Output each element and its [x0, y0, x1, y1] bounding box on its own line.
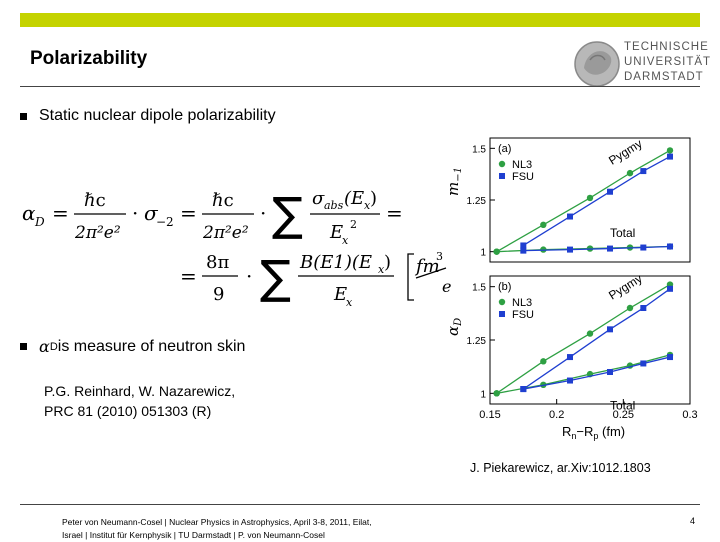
x-axis-label-part: (fm)	[598, 424, 626, 439]
slide-title: Polarizability	[30, 48, 148, 69]
svg-text:σ: σ	[312, 188, 325, 209]
legend-marker-FSU	[499, 173, 505, 179]
legend-marker-FSU	[499, 311, 505, 317]
svg-text:3: 3	[436, 250, 443, 263]
y-axis-label-sub: −1	[453, 167, 464, 182]
y-tick-label: 1.5	[472, 144, 486, 156]
point-FSU	[640, 168, 646, 174]
svg-text:=: =	[180, 201, 197, 225]
svg-text:2π²e²: 2π²e²	[203, 223, 249, 243]
y-axis-label: $\alpha_D$	[444, 317, 464, 336]
x-tick-label: 0.25	[612, 409, 635, 421]
bullet-text: is measure of neutron skin	[57, 337, 246, 355]
point-FSU	[520, 386, 526, 392]
x-axis-label-part: p	[593, 431, 599, 441]
svg-text:9: 9	[213, 284, 225, 305]
bullet-square-icon	[20, 343, 27, 350]
point-NL3	[540, 222, 546, 228]
series-line-pygmy-FSU	[523, 157, 670, 246]
y-axis-label-sub: D	[453, 317, 464, 326]
point-FSU	[667, 286, 673, 292]
y-tick-label: 1	[480, 247, 486, 259]
y-tick-label: 1.5	[472, 282, 486, 294]
x-tick-label: 0.2	[549, 409, 565, 421]
svg-text:x: x	[346, 296, 353, 308]
legend-marker-NL3	[499, 299, 505, 305]
alpha-subscript: D	[49, 340, 58, 353]
point-NL3	[627, 170, 633, 176]
point-FSU	[607, 326, 613, 332]
svg-text:=: =	[52, 201, 69, 225]
svg-text:σ: σ	[144, 201, 158, 225]
polarizability-formula	[22, 168, 452, 308]
point-NL3	[627, 305, 633, 311]
svg-text:x: x	[378, 263, 385, 276]
svg-text:·: ·	[260, 201, 267, 225]
accent-bar	[20, 13, 700, 27]
svg-text:): )	[370, 188, 378, 209]
panel-label: (b)	[498, 281, 512, 293]
point-FSU	[667, 154, 673, 160]
x-axis-label-part: −R	[576, 424, 594, 439]
y-tick-label: 1.25	[466, 196, 486, 207]
point-FSU	[567, 354, 573, 360]
formula-line-2	[180, 250, 451, 308]
annotation-total: Total	[610, 398, 636, 413]
svg-text:): )	[384, 252, 392, 273]
point-FSU	[567, 214, 573, 220]
point-FSU	[607, 246, 613, 252]
svg-text:=: =	[180, 264, 197, 288]
point-NL3	[667, 147, 673, 153]
point-NL3	[493, 248, 499, 254]
svg-text:∑: ∑	[272, 187, 303, 241]
y-tick-label: 1	[480, 389, 486, 401]
svg-text:E: E	[330, 222, 344, 243]
point-FSU	[640, 305, 646, 311]
series-line-pygmy-FSU	[523, 289, 670, 389]
reference-reinhard: P.G. Reinhard, W. Nazarewicz, PRC 81 (2010) 051303 (R)	[44, 383, 236, 419]
university-wordmark: TECHNISCHE UNIVERSITÄT DARMSTADT	[624, 41, 712, 83]
svg-text:2π²e²: 2π²e²	[75, 223, 121, 243]
footer-text: Peter von Neumann-Cosel | Nuclear Physics in Astrophysics, April 3-8, 2011, Eilat, Israel | Institut für Kernphysik | TU Darmstadt | P. von Neumann-Cosel	[62, 517, 372, 540]
legend-label-NL3: NL3	[512, 159, 533, 171]
annotation-total: Total	[610, 226, 636, 241]
svg-text:=: =	[386, 201, 403, 225]
y-tick-label: 1.25	[466, 336, 486, 347]
svg-text:E: E	[334, 284, 348, 305]
athena-seal-icon	[575, 42, 619, 86]
point-FSU	[640, 360, 646, 366]
panel-label: (a)	[498, 143, 512, 155]
svg-text:e: e	[442, 277, 452, 296]
bullet-polarizability	[20, 107, 276, 125]
x-tick-label: 0.3	[682, 409, 698, 421]
point-FSU	[607, 369, 613, 375]
svg-text:∑: ∑	[260, 250, 291, 304]
point-FSU	[520, 248, 526, 254]
svg-text:x: x	[364, 199, 371, 212]
svg-text:8π: 8π	[206, 252, 230, 273]
legend-marker-NL3	[499, 161, 505, 167]
svg-text:(E: (E	[344, 188, 365, 209]
reference-piekarewicz: J. Piekarewicz, ar.Xiv:1012.1803	[470, 461, 651, 475]
svg-text:2: 2	[350, 218, 357, 231]
point-FSU	[667, 244, 673, 250]
formula-line-1	[22, 187, 403, 247]
point-FSU	[607, 189, 613, 195]
point-FSU	[567, 378, 573, 384]
alpha-symbol: α	[39, 337, 50, 356]
x-axis-label-part: n	[571, 431, 577, 441]
footer-divider	[20, 504, 700, 505]
point-NL3	[540, 358, 546, 364]
point-NL3	[587, 330, 593, 336]
point-FSU	[667, 354, 673, 360]
svg-text:abs: abs	[324, 199, 344, 212]
legend-label-FSU: FSU	[512, 309, 534, 321]
x-axis-label-part: R	[562, 424, 572, 439]
svg-text:fm: fm	[416, 256, 440, 277]
svg-text:·: ·	[246, 264, 253, 288]
annotation-pygmy: Pygmy	[606, 271, 645, 303]
point-FSU	[640, 245, 646, 251]
x-axis-label	[562, 424, 625, 441]
svg-text:α: α	[22, 201, 36, 225]
bullet-text: Static nuclear dipole polarizability	[39, 107, 276, 124]
svg-text:x: x	[342, 234, 349, 247]
svg-text:ℏc: ℏc	[212, 190, 234, 211]
bullet-neutron-skin	[20, 337, 245, 356]
svg-text:−2: −2	[156, 215, 174, 229]
page-number: 4	[690, 516, 696, 526]
x-tick-label: 0.15	[479, 409, 501, 421]
legend-label-NL3: NL3	[512, 297, 533, 309]
svg-text:D: D	[35, 215, 45, 229]
svg-text:·: ·	[132, 201, 139, 225]
legend-label-FSU: FSU	[512, 171, 534, 183]
point-NL3	[493, 390, 499, 396]
annotation-pygmy: Pygmy	[606, 136, 645, 168]
point-FSU	[520, 242, 526, 248]
point-NL3	[587, 195, 593, 201]
header-divider	[20, 86, 700, 87]
polarizability-chart	[440, 132, 710, 442]
svg-text:ℏc: ℏc	[84, 190, 106, 211]
y-axis-label: $m_{-1}$	[444, 167, 464, 196]
point-FSU	[567, 247, 573, 253]
bullet-square-icon	[20, 113, 27, 120]
svg-text:B(E1)(E: B(E1)(E	[300, 252, 373, 273]
